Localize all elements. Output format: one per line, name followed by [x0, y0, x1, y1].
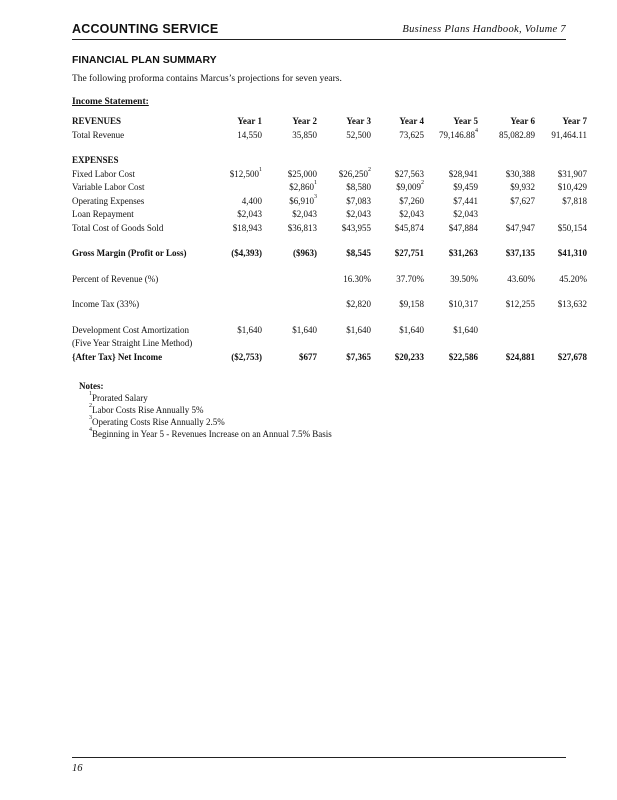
header-row [72, 115, 587, 129]
cell-value: $8,545 [346, 248, 371, 258]
note-item [79, 404, 332, 416]
footnote-marker: 1 [314, 180, 317, 186]
cell-value: $50,154 [557, 222, 587, 233]
cell-value [535, 337, 587, 351]
cell-value [478, 337, 535, 351]
cell-value: 85,082.89 [499, 129, 535, 140]
cell-value [478, 154, 535, 168]
footnote-marker: 2 [368, 166, 371, 173]
cell-value: 43.60% [507, 273, 535, 284]
row-label: Operating Expenses [72, 195, 145, 206]
footer-rule [72, 757, 566, 758]
cell-value: 52,500 [346, 129, 371, 140]
spacer-row [72, 142, 587, 154]
cell-value [262, 298, 317, 312]
cell-value: $41,310 [557, 248, 587, 258]
expense-row [72, 181, 587, 195]
row-label: Variable Labor Cost [72, 182, 145, 192]
note-text: Labor Costs Rise Annually 5% [92, 405, 204, 415]
income-statement-table [72, 115, 587, 364]
cell-value: ($963) [293, 248, 317, 258]
cell-value: 39.50% [450, 273, 478, 284]
cell-value: $1,640 [292, 324, 317, 335]
cell-value: 37.70% [396, 273, 424, 284]
cell-value: 16.30% [343, 273, 371, 284]
expense-row [72, 168, 587, 182]
spacer-cell [72, 142, 587, 154]
cell-value: $1,640 [453, 324, 478, 335]
cell-value: $31,263 [448, 248, 478, 258]
intro-text: The following proforma contains Marcus’s projections for seven years. [72, 74, 342, 84]
cell-value [222, 273, 262, 287]
cell-value: 4,400 [241, 195, 262, 206]
cell-value: $7,083 [346, 195, 371, 206]
cell-value: $7,441 [453, 195, 478, 206]
cell-value: 73,625 [399, 129, 424, 140]
cell-value: $2,043 [453, 209, 478, 219]
cell-value [371, 337, 424, 351]
note-text: Beginning in Year 5 - Revenues Increase on an Annual 7.5% Basis [92, 429, 332, 439]
note-item [79, 428, 332, 440]
notes-list [79, 392, 332, 440]
cell-value [478, 208, 535, 222]
spacer-cell [72, 312, 587, 324]
cell-value: $12,255 [505, 299, 535, 309]
cell-value: $9,009$^2$ [396, 180, 424, 192]
cell-value: $28,941 [448, 168, 478, 179]
cell-value: $27,678 [557, 351, 587, 362]
cell-value: $2,820 [346, 299, 371, 309]
cell-value [262, 154, 317, 168]
cell-value: $9,932 [510, 182, 535, 192]
note-number: 2 [89, 403, 92, 409]
cell-value: $24,881 [505, 351, 535, 362]
cell-value: $47,884 [448, 222, 478, 233]
cell-value [535, 208, 587, 222]
spacer-cell [72, 235, 587, 247]
row-label: Total Revenue [72, 129, 125, 140]
dev-cost-sub-row [72, 337, 587, 351]
cell-value: $10,317 [448, 299, 478, 309]
section-title: FINANCIAL PLAN SUMMARY [72, 54, 217, 66]
statement-title: Income Statement: [72, 97, 149, 107]
cell-value: $26,250$^2$ [338, 166, 371, 179]
cell-value [222, 337, 262, 351]
note-item [79, 416, 332, 428]
footnote-marker: 1 [259, 166, 262, 173]
cell-value: $7,365 [346, 351, 371, 362]
cell-value: $2,860$^1$ [289, 180, 317, 192]
note-number: 4 [89, 427, 92, 433]
notes [79, 380, 332, 440]
row-label: (Five Year Straight Line Method) [72, 338, 193, 348]
cell-value: $9,459 [453, 182, 478, 192]
cell-value: $2,043 [346, 209, 371, 219]
running-header-book: Business Plans Handbook, Volume 7 [402, 24, 566, 35]
cell-value: $22,586 [448, 351, 478, 362]
row-label: Gross Margin (Profit or Loss) [72, 248, 187, 258]
income-tax-row [72, 298, 587, 312]
cell-value [317, 337, 371, 351]
spacer-row [72, 286, 587, 298]
total-revenue-row [72, 129, 587, 143]
cell-value: Year 3 [346, 116, 371, 126]
cell-value: ($2,753) [231, 351, 262, 362]
gross-margin-row [72, 247, 587, 261]
cell-value: $9,158 [399, 299, 424, 309]
cell-value: $1,640 [237, 324, 262, 335]
cell-value: Year 1 [237, 116, 262, 126]
footnote-marker: 2 [421, 180, 424, 186]
cell-value: Year 6 [510, 116, 535, 126]
cell-value: $13,632 [557, 299, 587, 309]
cell-value: $36,813 [287, 222, 317, 233]
cell-value: $43,955 [341, 222, 371, 233]
cell-value: $30,388 [505, 168, 535, 179]
cell-value: $31,907 [557, 168, 587, 179]
running-header-section: ACCOUNTING SERVICE [72, 22, 219, 36]
cell-value: $47,947 [505, 222, 535, 233]
row-label: Fixed Labor Cost [72, 168, 135, 179]
cell-value: 79,146.88$^4$ [439, 127, 478, 140]
note-number: 1 [89, 391, 92, 397]
cell-value: $37,135 [505, 248, 535, 258]
cell-value [371, 154, 424, 168]
cell-value [424, 337, 478, 351]
cell-value: $27,563 [394, 168, 424, 179]
cell-value: $25,000 [287, 168, 317, 179]
row-label: REVENUES [72, 116, 122, 126]
cell-value: $2,043 [237, 209, 262, 219]
note-number: 3 [89, 415, 92, 421]
note-item [79, 392, 332, 404]
header-rule [72, 39, 566, 40]
cell-value [478, 324, 535, 338]
note-text: Prorated Salary [92, 393, 148, 403]
cell-value [317, 154, 371, 168]
cell-value: $677 [299, 351, 317, 362]
spacer-row [72, 312, 587, 324]
row-label: EXPENSES [72, 155, 119, 165]
cell-value: $7,260 [399, 195, 424, 206]
cell-value: $2,043 [292, 209, 317, 219]
cell-value [535, 154, 587, 168]
cell-value: Year 7 [562, 116, 587, 126]
cell-value: Year 5 [453, 116, 478, 126]
cell-value: $8,580 [346, 182, 371, 192]
cell-value [222, 181, 262, 195]
cell-value [222, 154, 262, 168]
spacer-cell [72, 286, 587, 298]
notes-title: Notes: [79, 381, 104, 391]
row-label: Income Tax (33%) [72, 299, 140, 309]
cell-value: 45.20% [559, 273, 587, 284]
cell-value: $27,751 [394, 248, 424, 258]
cell-value: $1,640 [399, 324, 424, 335]
row-label: Development Cost Amortization [72, 324, 189, 335]
dev-cost-row [72, 324, 587, 338]
net-income-row [72, 351, 587, 365]
cell-value: 35,850 [292, 129, 317, 140]
cell-value: $12,500$^1$ [229, 166, 262, 179]
row-label: {After Tax} Net Income [72, 351, 163, 362]
cell-value: Year 4 [399, 116, 424, 126]
cell-value: $7,627 [510, 195, 535, 206]
cell-value: $7,818 [562, 195, 587, 206]
cell-value: Year 2 [292, 116, 317, 126]
cell-value: 91,464.11 [551, 129, 587, 140]
cell-value [535, 324, 587, 338]
cell-value [262, 337, 317, 351]
footnote-marker: 4 [475, 127, 478, 134]
cell-value: ($4,393) [231, 248, 262, 258]
row-label: Percent of Revenue (%) [72, 273, 159, 284]
cell-value: 14,550 [237, 129, 262, 140]
footnote-marker: 3 [314, 193, 317, 200]
spacer-row [72, 235, 587, 247]
spacer-cell [72, 261, 587, 273]
cell-value: $10,429 [557, 182, 587, 192]
expense-row [72, 208, 587, 222]
cell-value [262, 273, 317, 287]
spacer-row [72, 261, 587, 273]
expenses-header-row [72, 154, 587, 168]
page-number: 16 [72, 763, 83, 774]
cell-value [222, 298, 262, 312]
expense-row [72, 222, 587, 236]
cell-value: $45,874 [394, 222, 424, 233]
note-text: Operating Costs Rise Annually 2.5% [92, 417, 225, 427]
expense-row [72, 195, 587, 209]
cell-value: $20,233 [394, 351, 424, 362]
cell-value [424, 154, 478, 168]
cell-value: $2,043 [399, 209, 424, 219]
row-label: Loan Repayment [72, 209, 134, 219]
row-label: Total Cost of Goods Sold [72, 222, 164, 233]
cell-value: $18,943 [232, 222, 262, 233]
cell-value: $1,640 [346, 324, 371, 335]
cell-value: $6,910$^3$ [289, 193, 317, 206]
percent-revenue-row [72, 273, 587, 287]
